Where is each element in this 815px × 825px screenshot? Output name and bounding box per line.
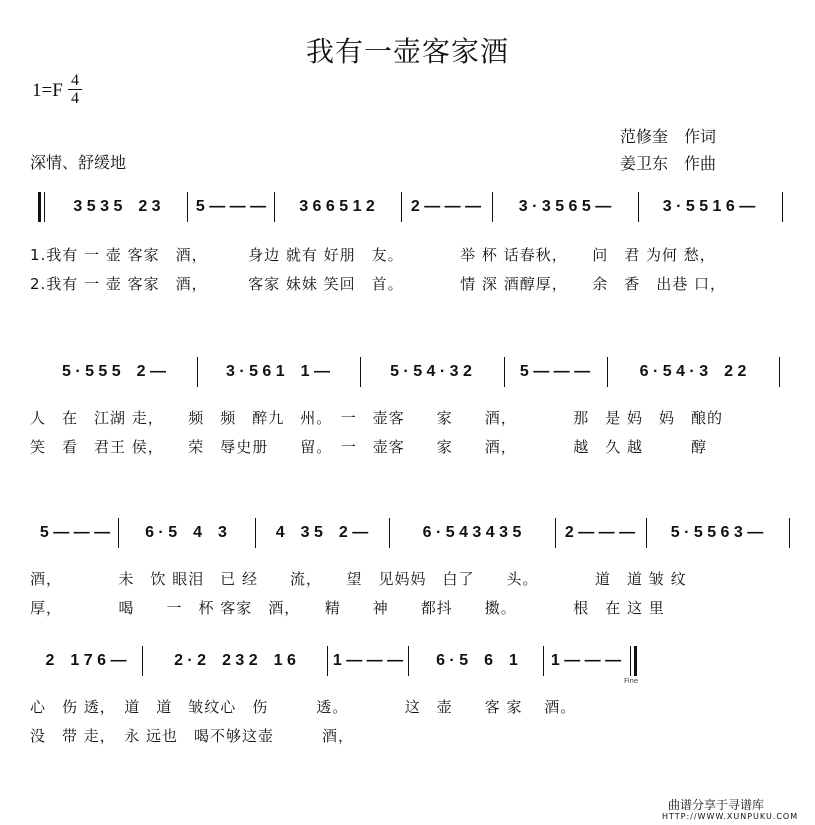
measure: 6 · 5 4 3 xyxy=(145,524,227,541)
measure: 5 — — — xyxy=(195,198,267,215)
barline xyxy=(504,357,505,387)
measure: 1 — — — xyxy=(332,652,404,669)
time-signature-bottom: 4 xyxy=(71,90,79,107)
footer-url[interactable]: HTTP://WWW.XUNPUKU.COM xyxy=(662,812,799,821)
lyric-line: 没 带 走， 永 远也 喝不够这壶 酒， xyxy=(30,727,355,745)
measure: 3 · 5 5 1 6 — xyxy=(662,198,756,215)
barline xyxy=(274,192,275,222)
tempo-marking: 深情、舒缓地 xyxy=(30,153,127,172)
measure: 2 — — — xyxy=(410,198,482,215)
measure: 5 · 5 5 6 3 — xyxy=(670,524,764,541)
time-signature xyxy=(68,72,82,107)
notes-row xyxy=(0,357,815,387)
barline xyxy=(401,192,402,222)
barline xyxy=(187,192,188,222)
barline xyxy=(779,357,780,387)
measure: 5 · 5 4 · 3 2 xyxy=(390,363,472,380)
measure: 5 — — — xyxy=(39,524,111,541)
lyric-line: 笑 看 君王 侯， 荣 辱史册 留。 一 壶客 家 酒， 越 久 越 醇 xyxy=(30,438,708,456)
measure: 3 5 3 5 2 3 xyxy=(73,198,161,215)
barline xyxy=(789,518,790,548)
barline xyxy=(360,357,361,387)
barline xyxy=(118,518,119,548)
key-signature: 1=F xyxy=(32,80,63,101)
barline xyxy=(607,357,608,387)
composer-credit: 姜卫东 作曲 xyxy=(620,154,717,173)
repeat-barline-end xyxy=(408,646,409,676)
time-signature-top: 4 xyxy=(71,72,79,89)
measure: 2 · 2 2 3 2 1 6 xyxy=(174,652,296,669)
barline xyxy=(389,518,390,548)
measure: 3 · 3 5 6 5 — xyxy=(518,198,612,215)
lyric-line: 人 在 江湖 走， 频 频 醉九 州。 一 壶客 家 酒， 那 是 妈 妈 酿的 xyxy=(30,409,724,427)
measure: 3 6 6 5 1 2 xyxy=(299,198,375,215)
barline xyxy=(44,192,45,222)
measure: 2 — — — xyxy=(564,524,636,541)
barline xyxy=(638,192,639,222)
lyric-line: 酒， 未 饮 眼泪 已 经 流， 望 见妈妈 白了 头。 道 道 皱 纹 xyxy=(30,570,687,588)
lyric-line: 1.我有 一 壶 客家 酒， 身边 就有 好朋 友。 举 杯 话春秋， 问 君 为何 愁， xyxy=(30,246,716,264)
barline xyxy=(555,518,556,548)
measure: 6 · 5 4 · 3 2 2 xyxy=(639,363,747,380)
lyric-line: 2.我有 一 壶 客家 酒， 客家 妹妹 笑回 首。 情 深 酒醇厚， 余 香 出巷 口， xyxy=(30,275,726,293)
measure: 4 3 5 2 — xyxy=(275,524,369,541)
barline xyxy=(782,192,783,222)
notes-row xyxy=(0,646,815,676)
barline xyxy=(197,357,198,387)
notes-row xyxy=(0,192,815,222)
fine-mark: Fine xyxy=(624,677,639,685)
footer-site-name: 曲谱分享于寻谱库 xyxy=(668,798,765,812)
notes-row xyxy=(0,518,815,548)
barline xyxy=(327,646,328,676)
measure: 6 · 5 6 1 xyxy=(436,652,518,669)
barline xyxy=(646,518,647,548)
song-title: 我有一壶客家酒 xyxy=(305,35,509,68)
lyricist-credit: 范修奎 作词 xyxy=(620,127,717,146)
measure: 2 1 7 6 — xyxy=(45,652,127,669)
repeat-barline xyxy=(38,192,41,222)
lyric-line: 厚， 喝 一 杯 客家 酒， 精 神 都抖 擞。 根 在 这 里 xyxy=(30,599,665,617)
measure: 3 · 5 6 1 1 — xyxy=(225,363,331,380)
measure: 1 — — — xyxy=(550,652,622,669)
measure: 5 · 5 5 5 2 — xyxy=(61,363,167,380)
measure: 5 — — — xyxy=(519,363,591,380)
barline xyxy=(255,518,256,548)
barline xyxy=(630,646,631,676)
barline xyxy=(492,192,493,222)
barline xyxy=(142,646,143,676)
final-barline xyxy=(634,646,637,676)
measure: 6 · 5 4 3 4 3 5 xyxy=(422,524,522,541)
barline xyxy=(543,646,544,676)
lyric-line: 心 伤 透， 道 道 皱纹心 伤 透。 这 壶 客 家 酒。 xyxy=(30,698,577,716)
